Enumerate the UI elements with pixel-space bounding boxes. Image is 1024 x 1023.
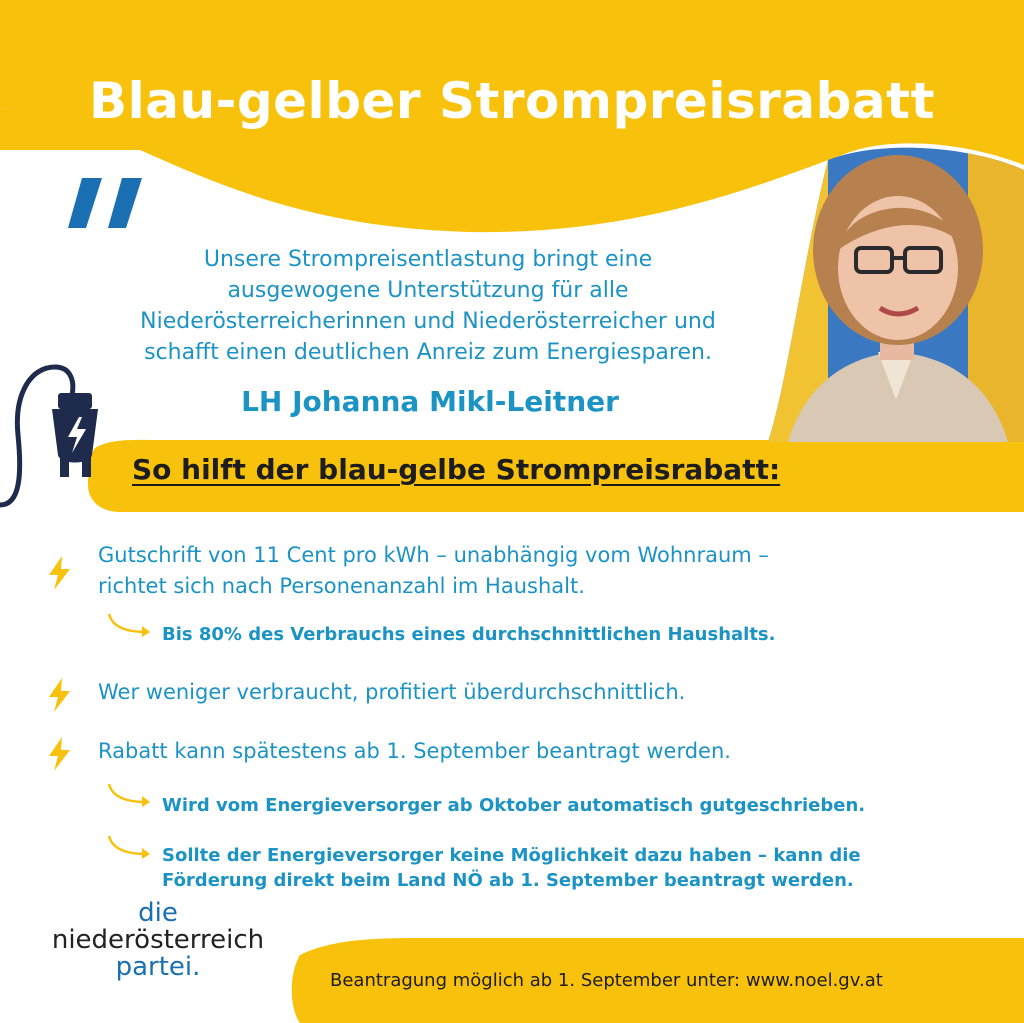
sub-item: Bis 80% des Verbrauchs eines durchschnittlichen Haushalts. bbox=[162, 624, 776, 645]
bullet-line: Wer weniger verbraucht, profitiert überdurchschnittlich. bbox=[98, 680, 686, 704]
quote-line: ausgewogene Unterstützung für alle bbox=[227, 278, 629, 303]
logo-line-3: partei. bbox=[115, 952, 201, 982]
quote-line: Niederösterreicherinnen und Niederösterreicher und bbox=[140, 309, 716, 334]
lightning-bolt-icon bbox=[46, 737, 72, 771]
sub-item bbox=[162, 843, 1002, 893]
party-logo bbox=[28, 900, 288, 981]
bullet-item bbox=[98, 540, 978, 602]
bullet-line: Gutschrift von 11 Cent pro kWh – unabhängig vom Wohnraum – bbox=[98, 543, 769, 567]
logo-line-2: niederösterreich bbox=[51, 925, 265, 955]
quote-line: schafft einen deutlichen Anreiz zum Energiesparen. bbox=[144, 340, 712, 365]
curved-arrow-icon bbox=[106, 612, 154, 638]
quote-text bbox=[48, 244, 808, 368]
bullet-item bbox=[98, 736, 978, 767]
lightning-bolt-icon bbox=[46, 556, 72, 590]
logo-line-1: die bbox=[138, 898, 178, 928]
bullet-line: richtet sich nach Personenanzahl im Haushalt. bbox=[98, 574, 585, 598]
bullet-item bbox=[98, 677, 978, 708]
lightning-bolt-icon bbox=[46, 678, 72, 712]
quote-author: LH Johanna Mikl-Leitner bbox=[241, 385, 619, 418]
plug-icon bbox=[0, 355, 115, 515]
sub-line: Förderung direkt beim Land NÖ ab 1. September beantragt werden. bbox=[162, 870, 854, 891]
portrait-photo bbox=[768, 140, 1024, 442]
curved-arrow-icon bbox=[106, 834, 154, 860]
sub-line: Sollte der Energieversorger keine Möglichkeit dazu haben – kann die bbox=[162, 845, 861, 866]
curved-arrow-icon bbox=[106, 782, 154, 808]
bullet-line: Rabatt kann spätestens ab 1. September beantragt werden. bbox=[98, 739, 731, 763]
footer-text: Beantragung möglich ab 1. September unter: www.noel.gv.at bbox=[330, 970, 883, 991]
quote-line: Unsere Strompreisentlastung bringt eine bbox=[203, 247, 653, 272]
page-title: Blau-gelber Strompreisrabatt bbox=[89, 72, 935, 130]
subheading: So hilft der blau-gelbe Strompreisrabatt: bbox=[132, 453, 781, 486]
quote-icon bbox=[64, 168, 154, 238]
sub-item: Wird vom Energieversorger ab Oktober automatisch gutgeschrieben. bbox=[162, 795, 866, 816]
